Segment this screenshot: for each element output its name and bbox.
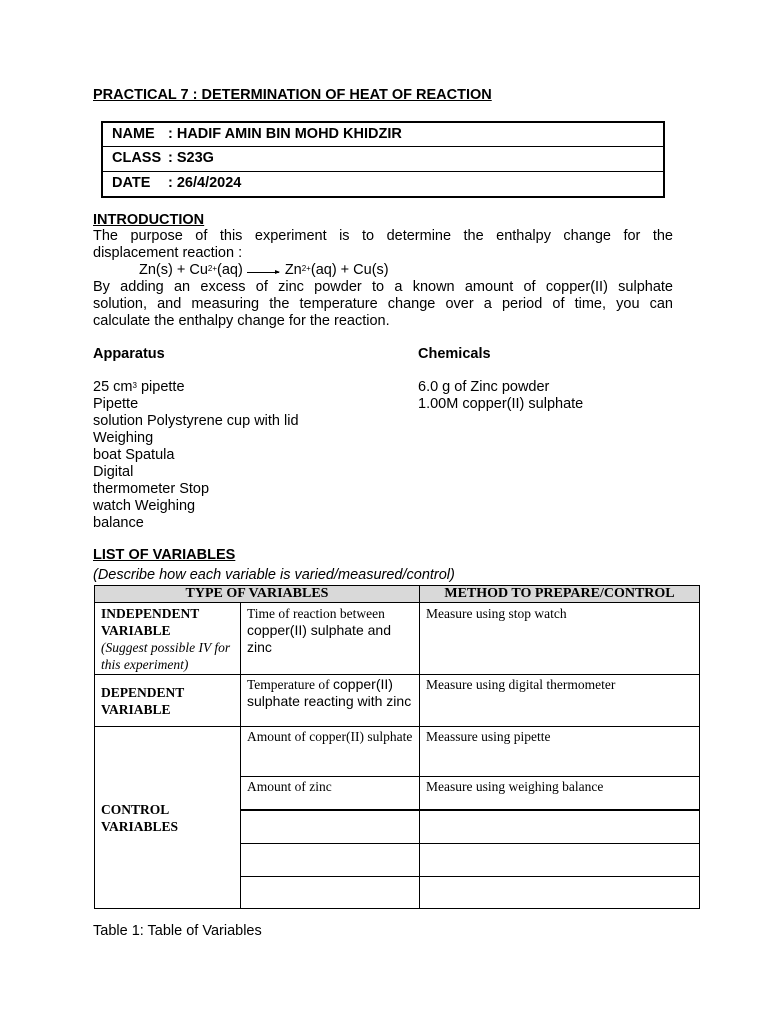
intro-line-1: The purpose of this experiment is to determine the enthalpy change for the <box>93 228 673 244</box>
control-method <box>420 877 700 909</box>
chemical-item: 6.0 g of Zinc powder <box>418 379 550 395</box>
dependent-value-text: Temperature of <box>247 677 330 692</box>
control-value <box>241 877 420 909</box>
table-row <box>95 727 700 777</box>
intro-line-3: By adding an excess of zinc powder to a known amount of copper(II) sulphate <box>93 279 673 295</box>
control-method <box>420 810 700 844</box>
variables-table <box>94 585 700 909</box>
dependent-value-text: copper(II) sulphate reacting with zinc <box>247 676 412 709</box>
introduction-heading: INTRODUCTION <box>93 212 205 228</box>
page-title: PRACTICAL 7 : DETERMINATION OF HEAT OF REACTION <box>93 87 492 103</box>
apparatus-item: Pipette <box>93 396 139 412</box>
independent-value-text: copper(II) sulphate and zinc <box>247 622 391 655</box>
table-header-row <box>95 586 700 603</box>
equation-reactants: Zn(s) + Cu <box>139 262 208 278</box>
control-value <box>241 810 420 844</box>
apparatus-item: boat Spatula <box>93 447 175 463</box>
intro-line-4: solution, and measuring the temperature change over a period of time, you can <box>93 296 673 312</box>
control-method: Meassure using pipette <box>420 727 700 777</box>
independent-method: Measure using stop watch <box>420 603 700 675</box>
products-tail: (aq) + Cu(s) <box>310 262 389 278</box>
apparatus-heading: Apparatus <box>93 346 165 362</box>
apparatus-item: watch Weighing <box>93 498 196 514</box>
zinc-ion-charge: 2+ <box>301 264 311 273</box>
chemicals-heading: Chemicals <box>418 346 491 362</box>
unit-exponent: 3 <box>132 381 137 390</box>
copper-ion-state: (aq) <box>217 262 243 278</box>
dependent-label <box>95 675 241 727</box>
copper-ion-charge: 2+ <box>207 264 218 273</box>
dependent-label-text: DEPENDENT VARIABLE <box>101 684 185 717</box>
control-method <box>420 844 700 877</box>
dependent-value <box>241 675 420 727</box>
variables-instruction: (Describe how each variable is varied/measured/control) <box>93 567 455 583</box>
name-value: : HADIF AMIN BIN MOHD KHIDZIR <box>168 126 402 142</box>
name-label: NAME <box>112 126 155 142</box>
class-label: CLASS <box>112 150 162 166</box>
control-label <box>95 727 241 909</box>
control-value <box>241 844 420 877</box>
control-label-text: CONTROL VARIABLES <box>101 801 179 834</box>
apparatus-item <box>93 379 299 396</box>
apparatus-item: Weighing <box>93 430 154 446</box>
apparatus-item: balance <box>93 515 144 531</box>
apparatus-item: thermometer Stop <box>93 481 210 497</box>
class-value: : S23G <box>168 150 214 166</box>
date-row <box>103 172 663 198</box>
table-caption: Table 1: Table of Variables <box>93 923 262 939</box>
independent-label: INDEPENDENT VARIABLE <box>101 606 200 638</box>
reaction-arrow-icon <box>247 272 279 273</box>
independent-value <box>241 603 420 675</box>
independent-value-text: Time of reaction between <box>247 606 385 621</box>
apparatus-item-text: 25 cm <box>93 379 133 395</box>
table-row <box>95 675 700 727</box>
chemical-item: 1.00M copper(II) sulphate <box>418 396 584 412</box>
apparatus-list <box>93 379 299 532</box>
student-info-box <box>101 121 665 198</box>
control-value: Amount of zinc <box>241 777 420 810</box>
table-row <box>95 603 700 675</box>
dependent-method: Measure using digital thermometer <box>420 675 700 727</box>
date-value: : 26/4/2024 <box>168 175 242 191</box>
reaction-equation <box>139 262 389 279</box>
type-of-variables-header: TYPE OF VARIABLES <box>95 586 420 603</box>
control-method: Measure using weighing balance <box>420 777 700 810</box>
method-header: METHOD TO PREPARE/CONTROL <box>420 586 700 603</box>
control-value: Amount of copper(II) sulphate <box>241 727 420 777</box>
variables-heading: LIST OF VARIABLES <box>93 547 236 563</box>
apparatus-item-text: pipette <box>136 379 185 395</box>
date-label: DATE <box>112 175 151 191</box>
independent-cell <box>95 603 241 675</box>
class-row <box>103 147 663 172</box>
independent-note: (Suggest possible IV for this experiment) <box>101 640 231 672</box>
apparatus-item: Digital <box>93 464 134 480</box>
intro-line-5: calculate the enthalpy change for the reaction. <box>93 313 390 329</box>
intro-line-2: displacement reaction : <box>93 245 243 261</box>
apparatus-item: solution Polystyrene cup with lid <box>93 413 299 429</box>
chemicals-list <box>418 379 583 413</box>
name-row <box>103 123 663 147</box>
equation-products: Zn <box>284 262 302 278</box>
